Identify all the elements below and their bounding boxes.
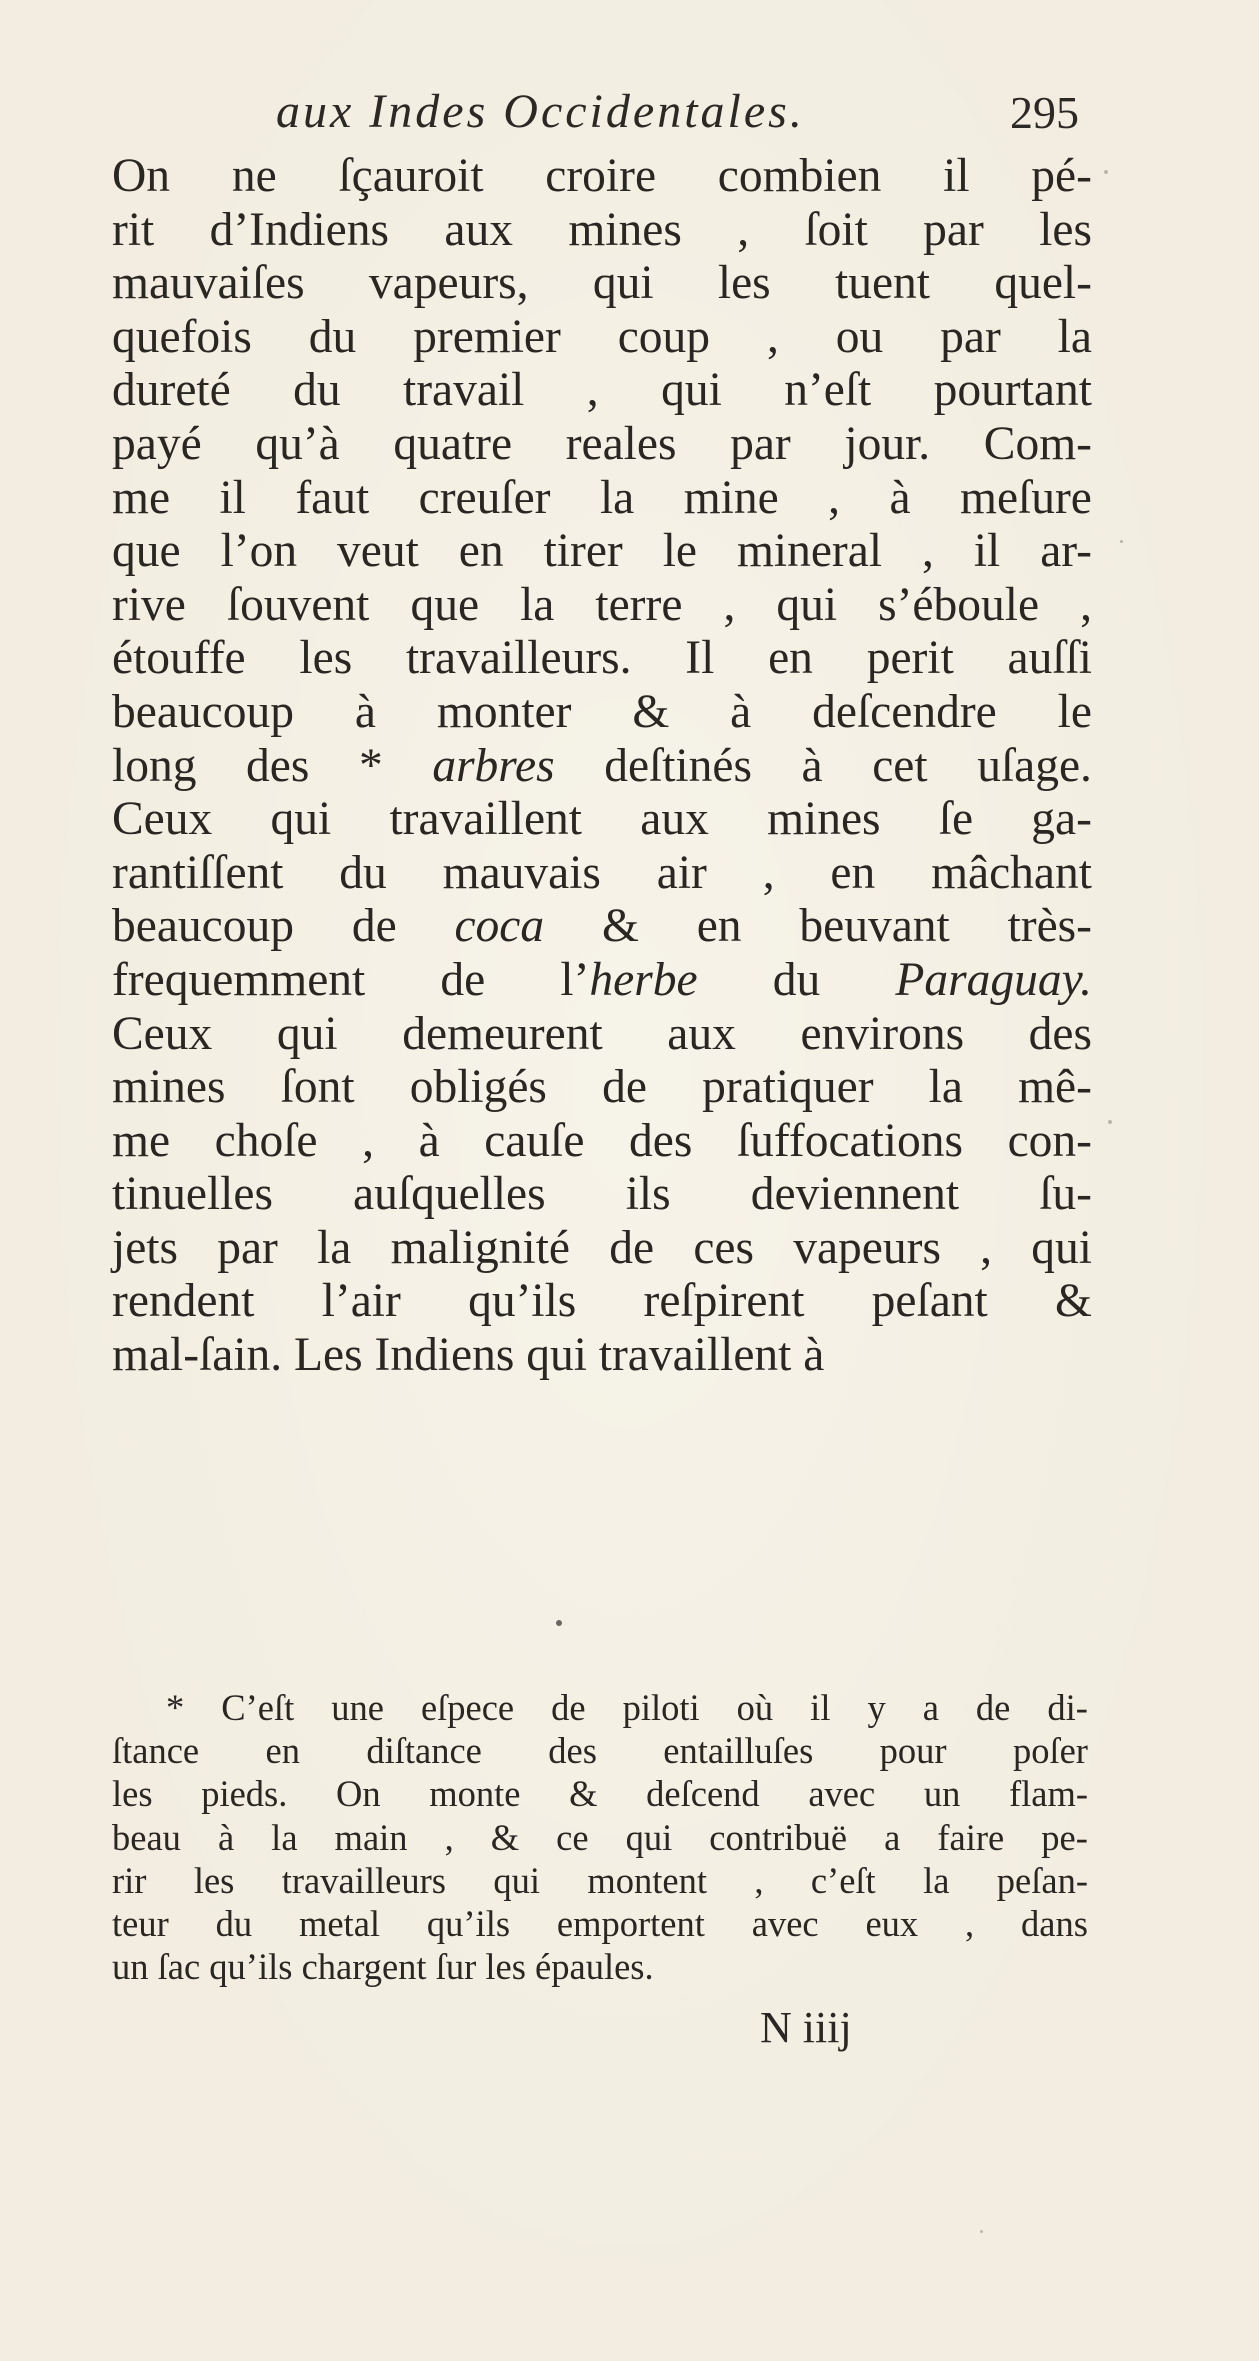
text-line: rendent l’air qu’ils reſpirent peſant & [112, 1275, 1092, 1328]
text-line: que l’on veut en tirer le mineral , il ar- [112, 525, 1092, 578]
text-line: Ceux qui demeurent aux environs des [112, 1007, 1092, 1060]
footnote-block [112, 1686, 1088, 1988]
text-line: frequemment de l’herbe du Paraguay. [112, 953, 1092, 1006]
running-head-title: aux Indes Occidentales. [276, 85, 805, 138]
footnote-line: un ſac qu’ils chargent ſur les épaules. [112, 1946, 654, 1988]
paper-speck [1120, 540, 1123, 543]
text-line: On ne ſçauroit croire combien il pé- [112, 150, 1092, 202]
footnote-line: les pieds. On monte & deſcend avec un flam- [112, 1773, 1088, 1815]
footnote-line: teur du metal qu’ils emportent avec eux , dans [112, 1902, 1088, 1944]
footnote-line: * C’eſt une eſpece de piloti où il y a de di- [166, 1687, 1088, 1728]
text-line: long des * arbres deſtinés à cet uſage. [112, 739, 1092, 792]
signature-mark: N iiij [760, 2003, 852, 2052]
text-line: mines ſont obligés de pratiquer la mê- [112, 1061, 1092, 1114]
footnote-line: beau à la main , & ce qui contribuë a faire pe- [112, 1816, 1088, 1858]
text-line: me choſe , à cauſe des ſuffocations con- [112, 1114, 1092, 1167]
page-number: 295 [1010, 87, 1079, 138]
text-line: beaucoup à monter & à deſcendre le [112, 685, 1092, 738]
separator-dot [556, 1620, 562, 1626]
text-line: me il faut creuſer la mine , à meſure [112, 471, 1092, 524]
text-line: étouffe les travailleurs. Il en perit auſſi [112, 632, 1092, 685]
text-line: rit d’Indiens aux mines , ſoit par les [112, 203, 1092, 256]
text-line: Ceux qui travaillent aux mines ſe ga- [112, 793, 1092, 846]
paper-speck [1104, 170, 1108, 174]
text-line: rive ſouvent que la terre , qui s’éboule , [112, 578, 1092, 631]
text-line: tinuelles auſquelles ils deviennent ſu- [112, 1168, 1092, 1221]
paper-speck [980, 2230, 983, 2233]
text-line: mauvaiſes vapeurs, qui les tuent quel- [112, 257, 1092, 310]
text-line: rantiſſent du mauvais air , en mâchant [112, 846, 1092, 899]
text-line: quefois du premier coup , ou par la [112, 310, 1092, 363]
text-line: dureté du travail , qui n’eſt pourtant [112, 364, 1092, 417]
text-line: jets par la malignité de ces vapeurs , qui [112, 1221, 1092, 1274]
text-line: beaucoup de coca & en beuvant très- [112, 900, 1092, 953]
text-line: mal-ſain. Les Indiens qui travaillent à [112, 1329, 825, 1382]
main-text-block [112, 150, 1092, 1383]
footnote-line: rir les travailleurs qui montent , c’eſt la peſan- [112, 1859, 1088, 1901]
footnote-line: ſtance en diſtance des entailluſes pour poſer [112, 1730, 1088, 1772]
text-line: payé qu’à quatre reales par jour. Com- [112, 417, 1092, 470]
paper-speck [1108, 1120, 1112, 1124]
